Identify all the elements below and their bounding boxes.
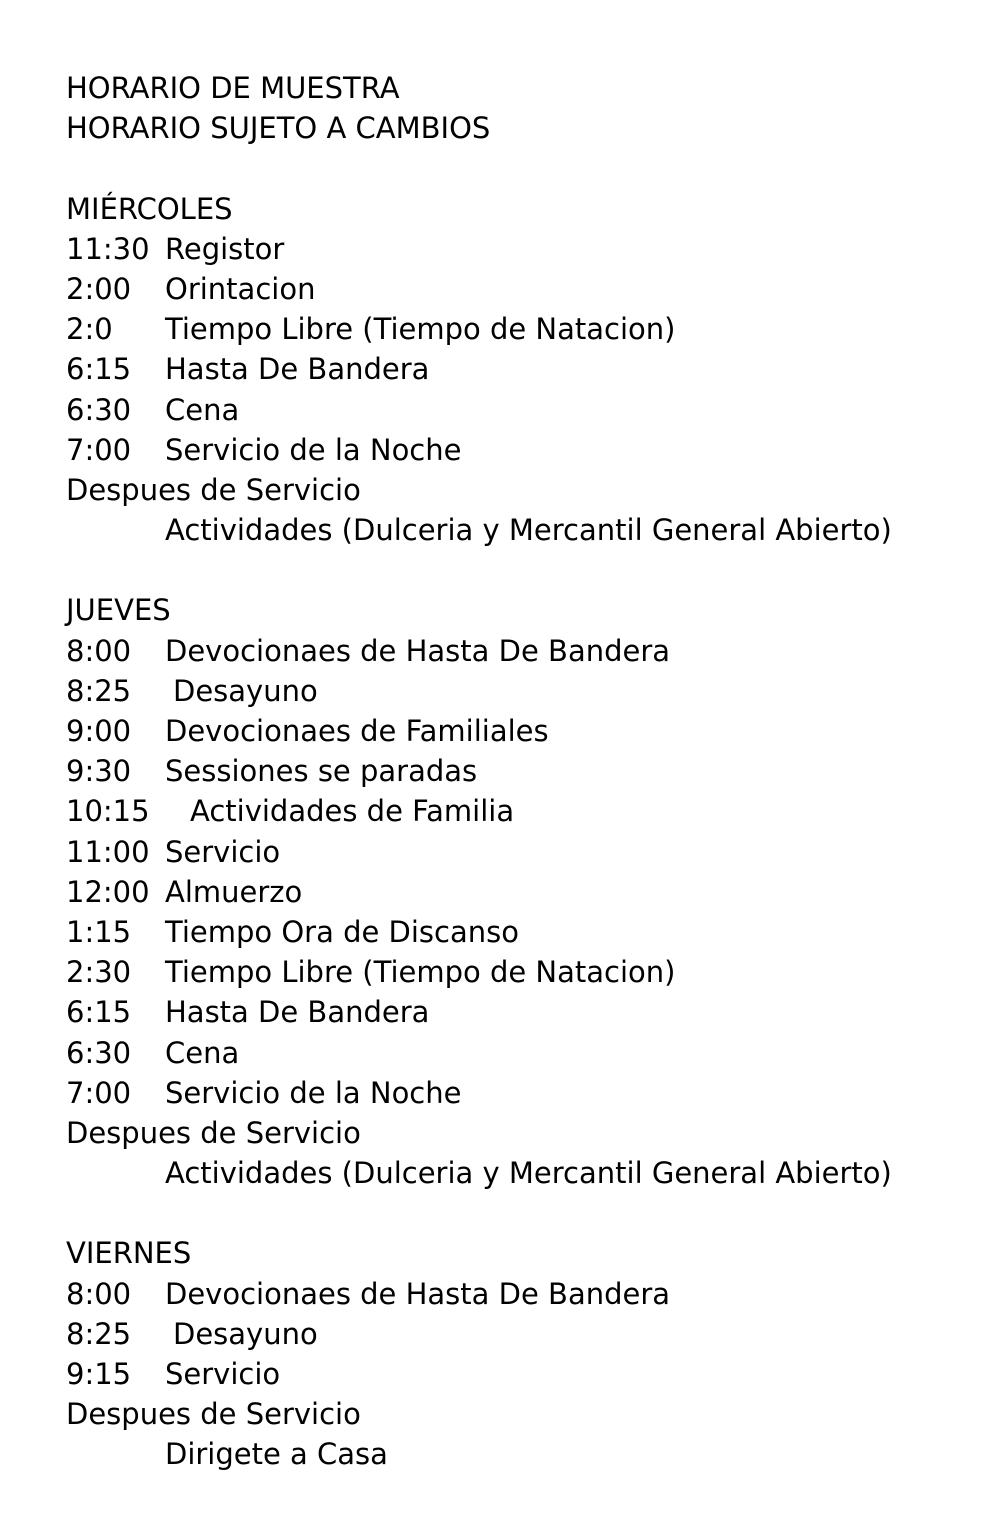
row-activity: Tiempo Ora de Discanso [165, 914, 519, 949]
row-time: 12:00 [66, 874, 150, 909]
row-time: 2:0 [66, 312, 113, 347]
row-activity: Devocionaes de Familiales [165, 714, 549, 748]
row-activity: Orintacion [165, 271, 316, 306]
schedule-row [66, 791, 976, 831]
row-time: 9:30 [66, 754, 132, 789]
spacer [66, 550, 976, 590]
row-time: 6:30 [66, 392, 132, 427]
row-activity: Devocionaes de Hasta De Bandera [165, 633, 671, 668]
row-time: 8:00 [66, 633, 132, 668]
row-time: 6:15 [66, 995, 132, 1030]
row-activity: Actividades de Familia [190, 794, 515, 829]
row-time: 10:15 [66, 794, 150, 829]
row-time: 1:15 [66, 914, 132, 949]
schedule-row [66, 711, 976, 751]
day-heading-friday: VIERNES [66, 1236, 192, 1271]
row-time: 11:30 [66, 231, 150, 266]
row-activity: Servicio [165, 834, 281, 869]
row-time: 8:25 [66, 673, 132, 708]
row-activity: Cena [165, 392, 240, 427]
row-time: 6:15 [66, 352, 132, 387]
row-activity: Cena [165, 1035, 240, 1070]
row-time: 9:00 [66, 714, 132, 748]
row-activity: Servicio [165, 1357, 281, 1391]
row-time: 8:00 [66, 1276, 132, 1311]
schedule-subtitle: HORARIO SUJETO A CAMBIOS [66, 111, 491, 146]
row-activity: Devocionaes de Hasta De Bandera [165, 1276, 671, 1311]
schedule-row [66, 872, 976, 912]
schedule-row [66, 1033, 976, 1073]
schedule-document [66, 68, 976, 1475]
row-time: 11:00 [66, 834, 150, 869]
schedule-row [66, 952, 976, 992]
row-activity: Tiempo Libre (Tiempo de Natacion) [165, 955, 676, 990]
row-time: 8:25 [66, 1316, 132, 1351]
schedule-row [66, 1274, 976, 1314]
schedule-row [66, 390, 976, 430]
row-time: 9:15 [66, 1357, 132, 1391]
schedule-row [66, 992, 976, 1032]
spacer [66, 148, 976, 188]
schedule-row [66, 631, 976, 671]
row-activity: Tiempo Libre (Tiempo de Natacion) [165, 312, 676, 347]
row-time: 6:30 [66, 1035, 132, 1070]
row-time: 7:00 [66, 432, 132, 467]
row-activity: Registor [165, 231, 285, 266]
row-time: 7:00 [66, 1075, 132, 1110]
schedule-row [66, 1354, 976, 1394]
schedule-row [66, 269, 976, 309]
row-activity: Desayuno [173, 1316, 318, 1351]
schedule-row [66, 671, 976, 711]
after-service-label: Despues de Servicio [66, 472, 361, 507]
row-activity: Hasta De Bandera [165, 352, 430, 387]
after-service-activity: Actividades (Dulceria y Mercantil General Abierto) [165, 513, 892, 548]
spacer [66, 1193, 976, 1233]
schedule-row [66, 229, 976, 269]
schedule-row [66, 1073, 976, 1113]
row-activity: Servicio de la Noche [165, 1075, 462, 1110]
row-activity: Servicio de la Noche [165, 432, 462, 467]
schedule-row [66, 832, 976, 872]
schedule-row [66, 430, 976, 470]
after-service-label: Despues de Servicio [66, 1115, 361, 1150]
day-heading-thursday: JUEVES [66, 593, 171, 628]
schedule-row [66, 349, 976, 389]
schedule-row [66, 309, 976, 349]
after-service-label: Despues de Servicio [66, 1397, 361, 1432]
after-service-activity: Actividades (Dulceria y Mercantil General Abierto) [165, 1156, 892, 1191]
after-service-activity: Dirigete a Casa [165, 1437, 388, 1472]
row-activity: Hasta De Bandera [165, 995, 430, 1030]
schedule-row [66, 751, 976, 791]
schedule-title: HORARIO DE MUESTRA [66, 71, 400, 105]
row-activity: Sessiones se paradas [165, 754, 478, 789]
schedule-row [66, 1314, 976, 1354]
row-time: 2:30 [66, 955, 132, 990]
row-activity: Almuerzo [165, 874, 303, 909]
row-time: 2:00 [66, 271, 132, 306]
row-activity: Desayuno [173, 673, 318, 708]
day-heading-wednesday: MIÉRCOLES [66, 191, 233, 226]
schedule-row [66, 912, 976, 952]
